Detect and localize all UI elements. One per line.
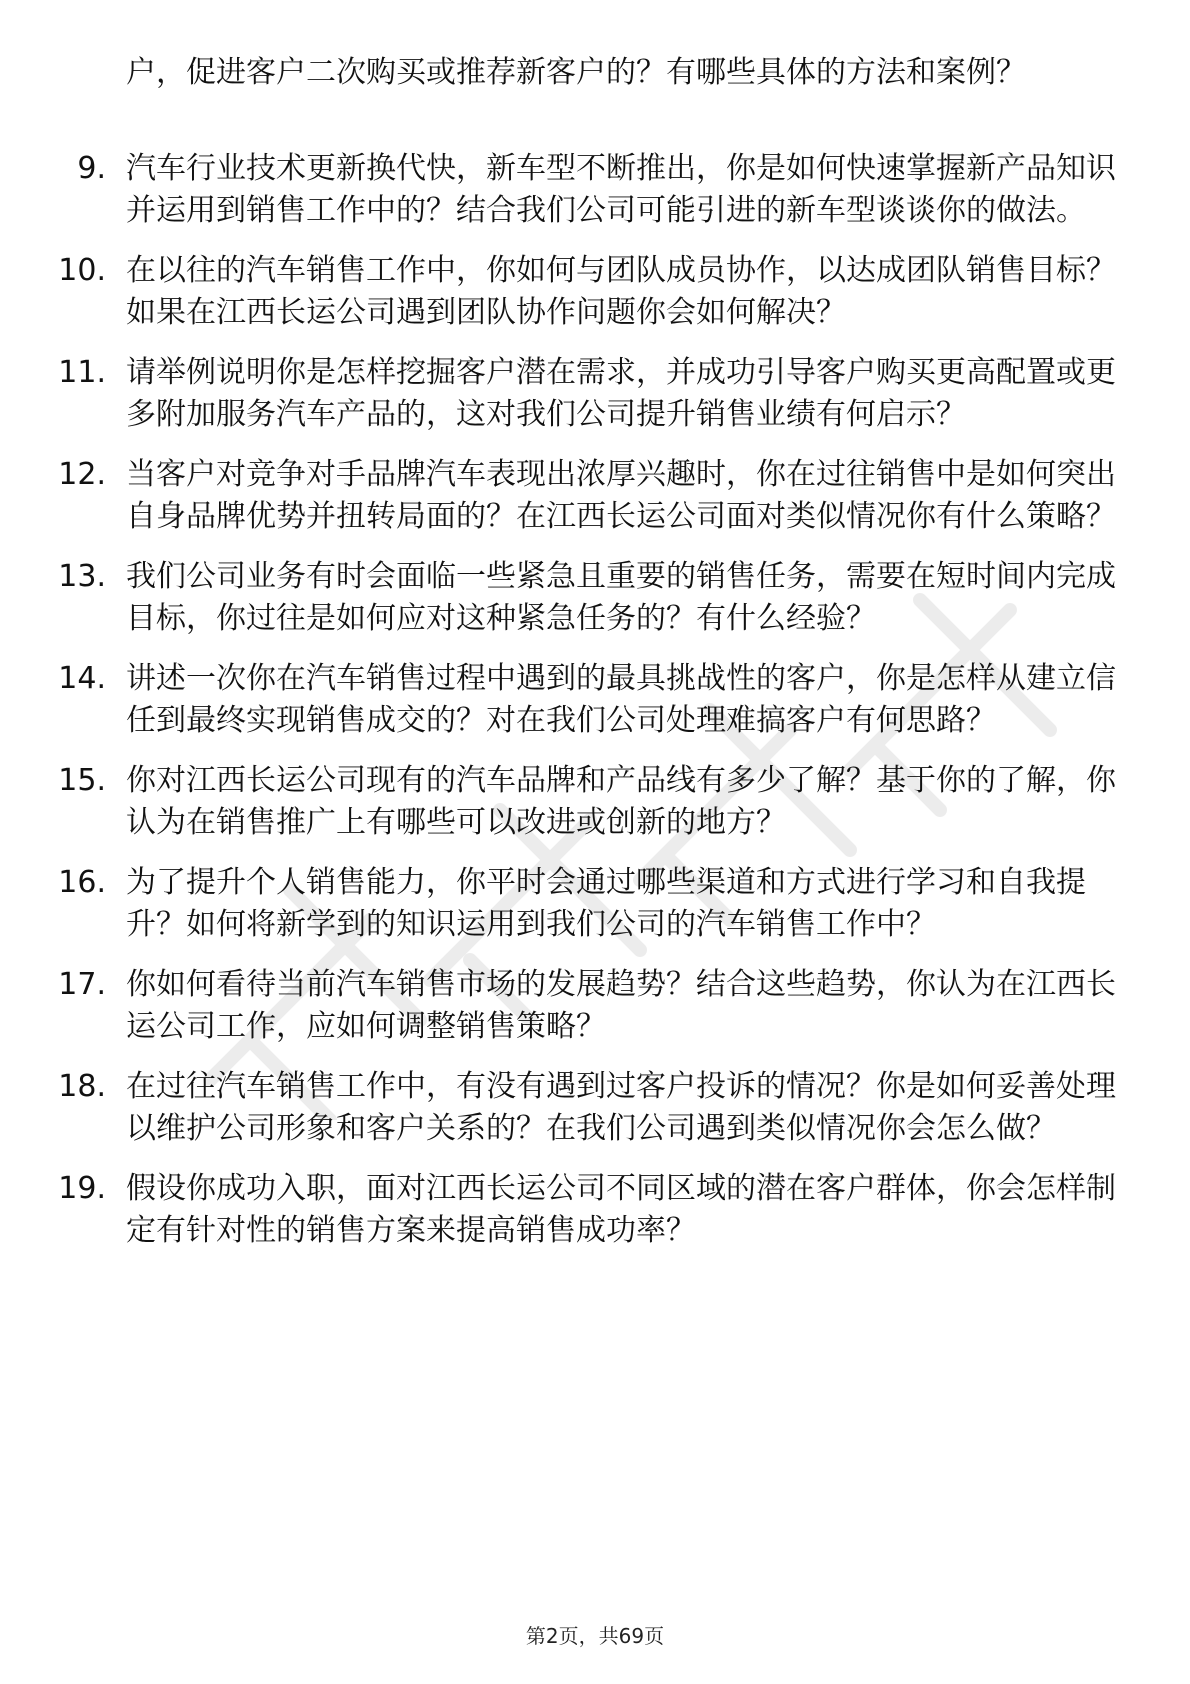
question-text: 讲述一次你在汽车销售过程中遇到的最具挑战性的客户，你是怎样从建立信任到最终实现销售成交的？对在我们公司处理难搞客户有何思路？ — [126, 661, 1116, 738]
page-footer: 第2页，共69页 — [525, 1624, 665, 1648]
question-number: 17. — [58, 967, 106, 1002]
continued-question-text: 户，促进客户二次购买或推荐新客户的？有哪些具体的方法和案例？ — [126, 55, 1026, 90]
question-text: 我们公司业务有时会面临一些紧急且重要的销售任务，需要在短时间内完成目标，你过往是如何应对这种紧急任务的？有什么经验？ — [126, 559, 1116, 636]
question-text: 你对江西长运公司现有的汽车品牌和产品线有多少了解？基于你的了解，你认为在销售推广上有哪些可以改进或创新的地方？ — [126, 763, 1116, 840]
question-text: 在以往的汽车销售工作中，你如何与团队成员协作，以达成团队销售目标？如果在江西长运公司遇到团队协作问题你会如何解决？ — [126, 253, 1116, 330]
question-item — [0, 454, 1190, 538]
question-text: 汽车行业技术更新换代快，新车型不断推出，你是如何快速掌握新产品知识并运用到销售工作中的？结合我们公司可能引进的新车型谈谈你的做法。 — [126, 151, 1116, 228]
question-text: 在过往汽车销售工作中，有没有遇到过客户投诉的情况？你是如何妥善处理以维护公司形象和客户关系的？在我们公司遇到类似情况你会怎么做？ — [126, 1069, 1116, 1146]
question-number: 10. — [58, 253, 106, 288]
question-item — [0, 862, 1190, 946]
question-number: 19. — [58, 1171, 106, 1206]
question-text: 当客户对竞争对手品牌汽车表现出浓厚兴趣时，你在过往销售中是如何突出自身品牌优势并扭转局面的？在江西长运公司面对类似情况你有什么策略？ — [126, 457, 1116, 534]
question-number: 18. — [58, 1069, 106, 1104]
question-text: 你如何看待当前汽车销售市场的发展趋势？结合这些趋势，你认为在江西长运公司工作，应如何调整销售策略？ — [126, 967, 1116, 1044]
question-number: 15. — [58, 763, 106, 798]
question-item — [0, 658, 1190, 742]
question-item — [0, 250, 1190, 334]
question-number: 14. — [58, 661, 106, 696]
question-item — [0, 352, 1190, 436]
question-text: 为了提升个人销售能力，你平时会通过哪些渠道和方式进行学习和自我提升？如何将新学到的知识运用到我们公司的汽车销售工作中？ — [126, 865, 1086, 942]
question-number: 11. — [58, 355, 106, 390]
question-item — [0, 964, 1190, 1048]
question-list — [0, 148, 1190, 1270]
question-item — [0, 760, 1190, 844]
question-number: 13. — [58, 559, 106, 594]
question-item — [0, 556, 1190, 640]
question-number: 16. — [58, 865, 106, 900]
question-item — [0, 1168, 1190, 1252]
question-number: 9. — [77, 151, 106, 186]
question-item — [0, 1066, 1190, 1150]
question-number: 12. — [58, 457, 106, 492]
question-text: 假设你成功入职，面对江西长运公司不同区域的潜在客户群体，你会怎样制定有针对性的销售方案来提高销售成功率？ — [126, 1171, 1116, 1248]
question-item — [0, 148, 1190, 232]
question-text: 请举例说明你是怎样挖掘客户潜在需求，并成功引导客户购买更高配置或更多附加服务汽车产品的，这对我们公司提升销售业绩有何启示？ — [126, 355, 1116, 432]
